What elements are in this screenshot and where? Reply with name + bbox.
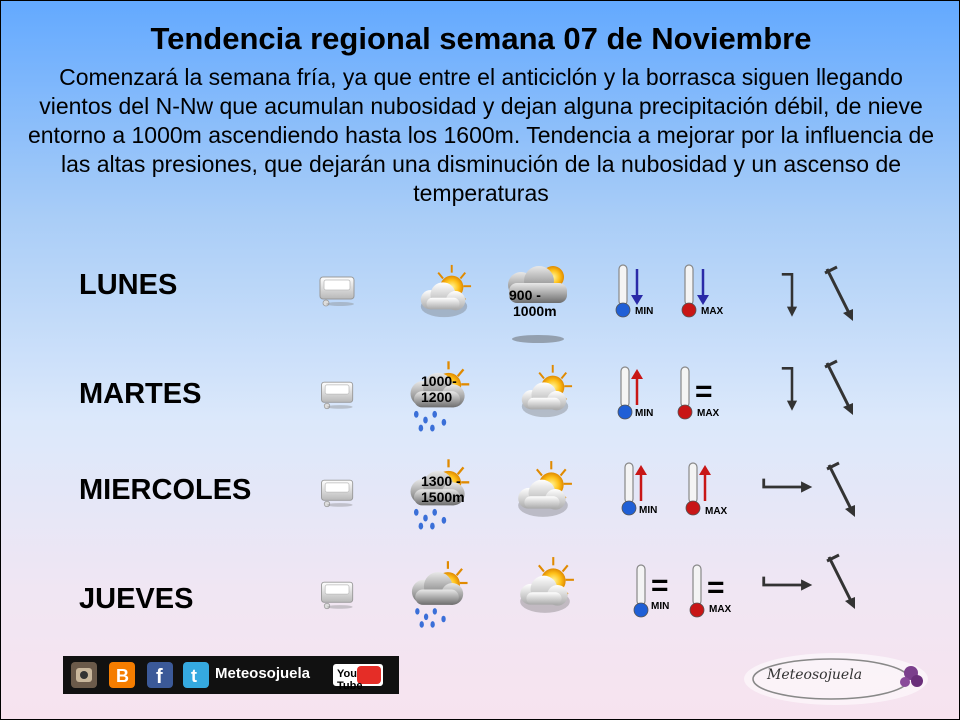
svg-text:f: f	[156, 666, 163, 688]
day-label-jueves: JUEVES	[79, 583, 194, 615]
arrow-up-icon	[633, 463, 649, 503]
min-label: MIN	[635, 306, 654, 317]
snow-box-icon	[316, 377, 360, 413]
min-label: MIN	[639, 505, 658, 516]
wind-northwest-icon	[819, 357, 859, 417]
thermometer-min-icon	[631, 563, 651, 619]
wind-north-icon	[775, 263, 809, 323]
thermometer-max-icon	[687, 563, 707, 619]
snow-line-martes-1: 1000-	[421, 373, 457, 389]
youtube-icon[interactable]	[333, 664, 383, 692]
min-label: MIN	[651, 601, 670, 612]
equal-symbol: =	[651, 569, 669, 602]
wind-northwest-icon	[821, 551, 861, 611]
max-label: MAX	[701, 306, 724, 317]
wind-west-icon	[759, 571, 817, 599]
wind-northwest-icon	[819, 263, 859, 323]
snow-line-miercoles-2: 1500m	[421, 489, 465, 505]
wind-west-icon	[759, 473, 817, 501]
max-label: MAX	[709, 604, 732, 615]
arrow-down-icon	[629, 267, 645, 307]
equal-symbol: =	[707, 571, 725, 604]
meteosojuela-logo	[741, 649, 931, 709]
cloudy-icon	[509, 459, 577, 521]
facebook-icon[interactable]	[147, 662, 173, 688]
snow-box-icon	[316, 577, 360, 613]
svg-text:t: t	[191, 666, 197, 686]
day-label-miercoles: MIERCOLES	[79, 474, 252, 506]
max-label: MAX	[697, 408, 720, 419]
blogger-icon[interactable]	[109, 662, 135, 688]
youtube-label: You Tube	[337, 668, 363, 692]
instagram-icon[interactable]	[71, 662, 97, 688]
social-name[interactable]: Meteosojuela	[215, 665, 311, 682]
arrow-up-icon	[697, 463, 713, 503]
page-title: Tendencia regional semana 07 de Noviembre	[150, 21, 812, 56]
logo-text: Meteosojuela	[767, 667, 863, 683]
rain-cloud-icon	[401, 559, 473, 631]
arrow-up-icon	[629, 367, 645, 407]
thermometer-max-icon	[675, 365, 695, 421]
arrow-down-icon	[695, 267, 711, 307]
wind-northwest-icon	[821, 459, 861, 519]
snow-line-miercoles-1: 1300 -	[421, 473, 461, 489]
snow-line-martes-2: 1200	[421, 389, 453, 405]
partly-cloudy-icon	[513, 363, 577, 421]
min-label: MIN	[635, 408, 654, 419]
forecast-description: Comenzará la semana fría, ya que entre el anticiclón y la borrasca siguen llegando vientos del N-Nw que acumulan nubosidad y dejan alguna precipitación débil, de nieve entorno a 1000m ascendiendo hasta los 1600m. Tendencia a mejorar por la influencia de las altas presiones, que dejarán una disminución de la nubosidad y un ascenso de temperaturas	[27, 64, 935, 206]
svg-text:B: B	[116, 666, 129, 686]
partly-cloudy-icon	[511, 555, 579, 617]
snow-line-lunes-1: 900 -	[509, 287, 541, 303]
twitter-icon[interactable]	[183, 662, 209, 688]
snow-box-icon	[314, 271, 362, 311]
partly-cloudy-icon	[413, 263, 475, 321]
social-bar	[63, 656, 399, 694]
equal-symbol: =	[695, 375, 713, 408]
day-label-martes: MARTES	[79, 378, 202, 410]
day-label-lunes: LUNES	[79, 269, 178, 301]
snow-line-lunes-2: 1000m	[513, 303, 557, 319]
wind-north-icon	[775, 357, 809, 417]
snow-box-icon	[316, 475, 360, 511]
max-label: MAX	[705, 506, 728, 517]
